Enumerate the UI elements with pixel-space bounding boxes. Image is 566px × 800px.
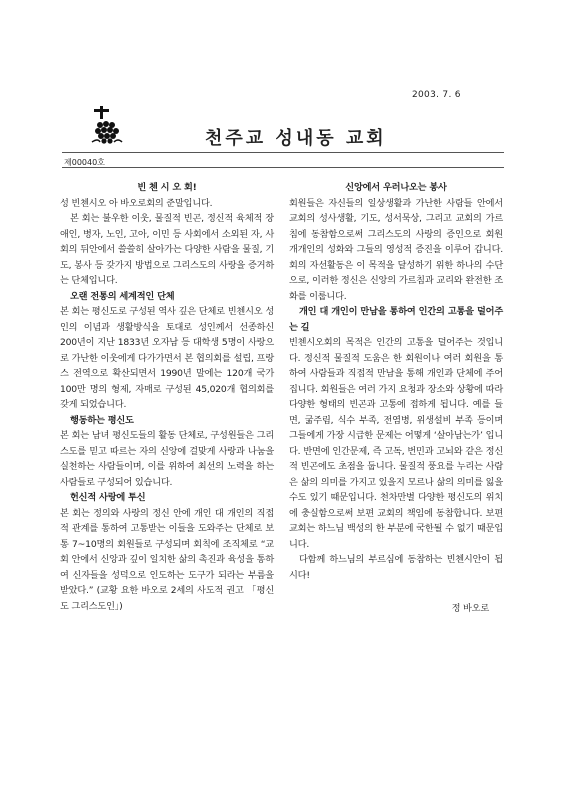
page-title: 천주교 성내동 교회 (205, 128, 387, 149)
section-heading: 오랜 전통의 세계적인 단체 (70, 290, 175, 302)
church-logo-icon (88, 105, 126, 145)
issue-date: 2003. 7. 6 (412, 90, 461, 100)
header-divider-top (62, 152, 504, 153)
section-heading: 행동하는 평신도 (70, 414, 134, 426)
paragraph: 본 회는 평신도로 구성된 역사 깊은 단체로 빈첸시오 성인의 이념과 생활방식을 토대로 성인께서 선종하신 200년이 지난 1833년 오자남 등 대학생 5명이 사랑으로 가난한 이웃에게 다가가면서 본 협의회를 설립, 프랑스 전역으로 확산되면서 1990년 말에는 120개 국가 100만 명의 형제, 자매로 구성된 45,020개 협의회를 갖게 되었습니다. (60, 306, 274, 410)
section-heading: 빈 첸 시 오 회! (137, 182, 197, 193)
left-column (60, 180, 274, 614)
section-heading: 헌신적 사랑에 투신 (70, 492, 146, 503)
header-divider-bottom (62, 167, 504, 168)
paragraph: 빈첸시오회의 목적은 인간의 고통을 덜어주는 것입니다. 정신적 물질적 도움은 한 회원이나 여러 회원을 통하여 사람들과 직접적 만남을 통해 개인과 단체에 주어집니다. 회원들은 여러 가지 요청과 장소와 상황에 따라 다양한 형태의 빈곤과 고통에 접하게 됩니다. 예를 들면, 굶주림, 식수 부족, 전염병, 위생설비 부족 등이며 그들에게 가장 시급한 문제는 어떻게 ‘살아남는가’ 입니다. 반면에 인간문제, 즉 고독, 번민과 고뇌와 같은 정신적 빈곤에도 초점을 둡니다. 물질적 풍요를 누리는 사람은 삶의 의미를 가지고 있을지 모르나 삶의 의미를 잃을 수도 있기 때문입니다. 천차만별 다양한 평신도의 위치에 충실함으로써 보편 교회의 책임에 동참합니다. 보편 교회는 하느님 백성의 한 부분에 국한될 수 없기 때문입니다. (289, 337, 503, 550)
closing-paragraph: 다함께 하느님의 부르심에 동참하는 빈첸시안이 됩시다! (289, 554, 503, 581)
issue-number: 제00040호 (64, 158, 105, 167)
section-heading: 신앙에서 우러나오는 봉사 (345, 182, 447, 193)
paragraph: 성 빈첸시오 아 바오로회의 준말입니다. (60, 197, 213, 209)
paragraph: 본 회는 남녀 평신도들의 활동 단체로, 구성원들은 그리스도를 믿고 따르는 자의 신앙에 걸맞게 사랑과 나눔을 실천하는 사람들이며, 이를 위하여 최선의 노력을 하는 사람들로 구성되어 있습니다. (60, 430, 274, 488)
paragraph: 회원들은 자신들의 일상생활과 가난한 사람들 안에서 교회의 성사생활, 기도, 성서묵상, 그리고 교회의 가르침에 동참함으로써 그리스도의 사랑의 증인으로 회원 개개인의 성화와 그들의 영성적 증진을 이루어 갑니다. 회의 자선활동은 이 목적을 달성하기 위한 하나의 수단으로, 이러한 정신은 신앙의 가르침과 교리와 완전한 조화를 이룹니다. (289, 197, 503, 302)
right-column (289, 180, 503, 617)
paragraph: 본 회는 정의와 사랑의 정신 안에 개인 대 개인의 직접적 관계를 통하여 고통받는 이들을 도와주는 단체로 보통 7~10명의 회원들로 구성되며 회칙에 조직체로 “교회 안에서 신앙과 깊이 일치한 삶의 촉진과 육성을 통하여 신자들을 성덕으로 인도하는 도구가 되라는 부름을 받았다.” (교황 요한 바오로 2세의 사도적 권고 「평신도 그리스도인」) (60, 507, 274, 612)
section-heading: 개인 대 개인이 만남을 통하여 인간의 고통을 덜어주는 길 (289, 306, 503, 333)
author-signature: 정 바오로 (451, 603, 489, 614)
paragraph: 본 회는 불우한 이웃, 물질적 빈곤, 정신적 육체적 장애인, 병자, 노인, 고아, 이민 등 사회에서 소외된 자, 사회의 뒤안에서 쓸쓸히 살아가는 다양한 사람을 물질, 기도, 봉사 등 갖가지 방법으로 그리스도의 사랑을 증거하는 단체입니다. (60, 213, 274, 286)
